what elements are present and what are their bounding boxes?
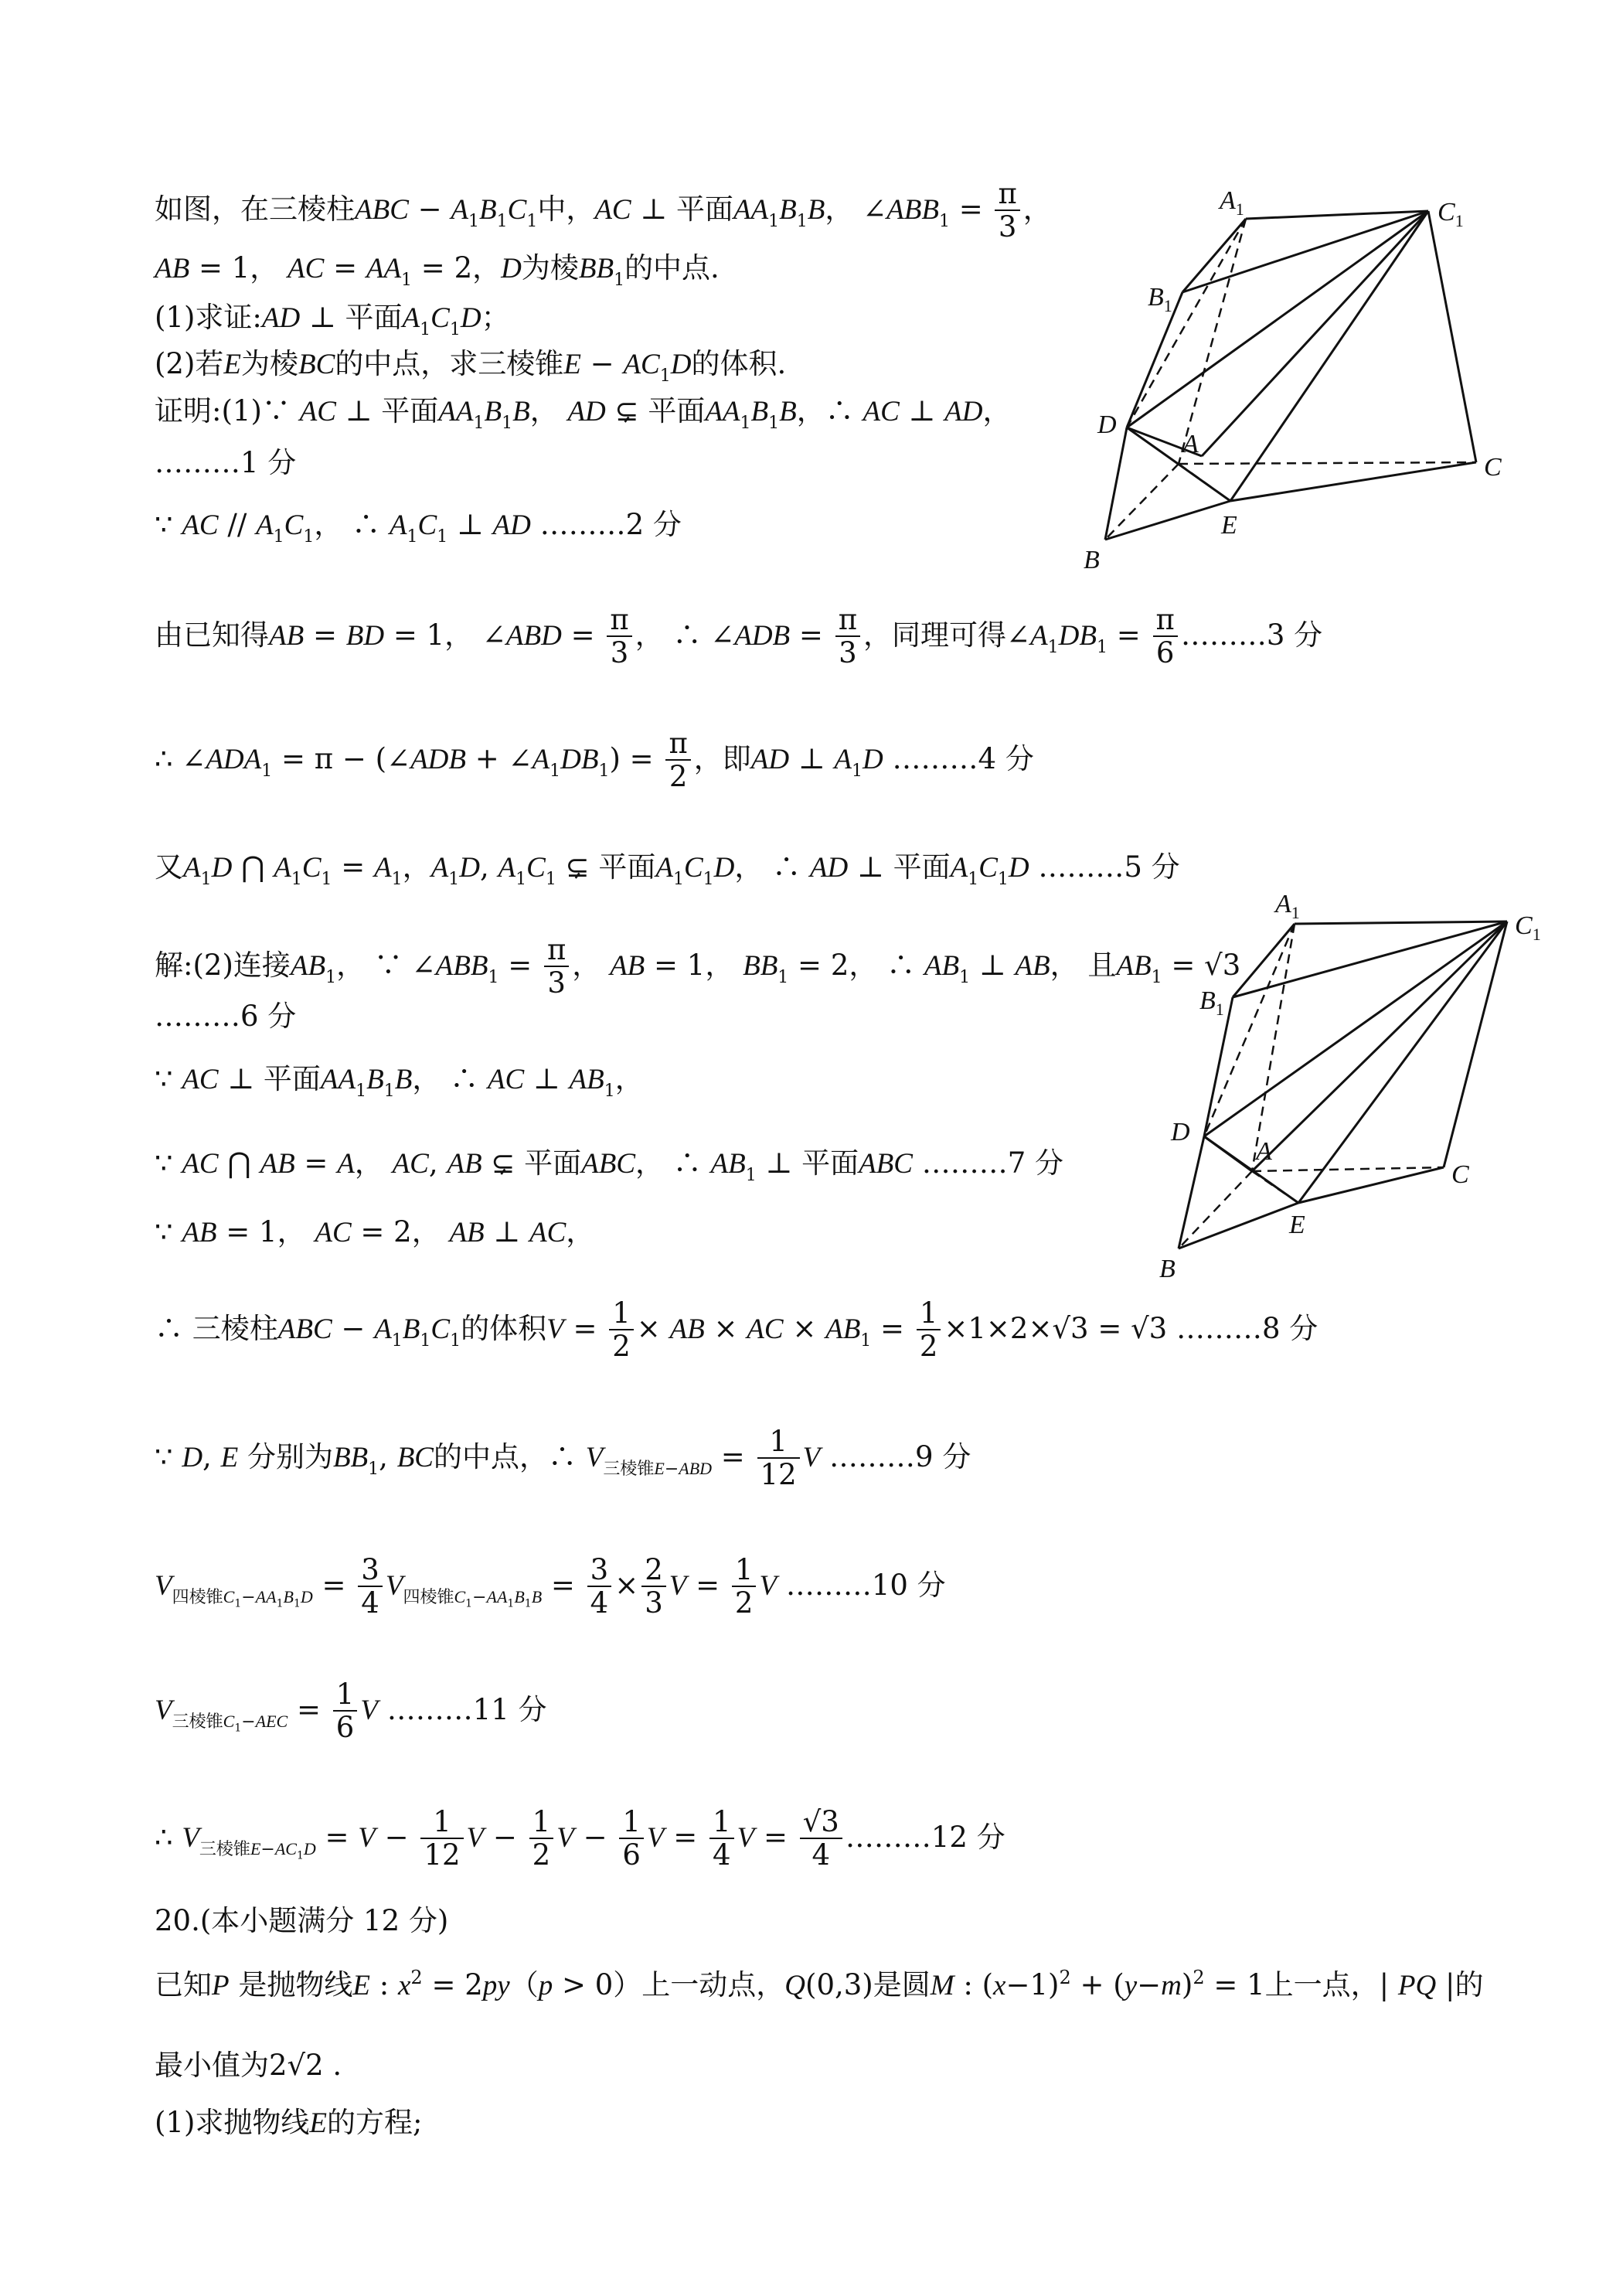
solution-line-3: ∵ AC ⋂ AB = A， AC, AB ⊊ 平面ABC， ∴ $AB_1$ ⊥ 平面ABC ………7 分 xyxy=(155,1146,1064,1185)
label-D: D xyxy=(1097,410,1117,439)
label-A1: $A_1$ xyxy=(1275,890,1300,922)
label-C: C xyxy=(1451,1160,1469,1189)
label-D: D xyxy=(1171,1118,1190,1146)
proof-line-4: ∴ $\angle ADA_1 = \pi$ − (∠ADB + $\angle A_1DB_1$) = $\frac{\pi}{2}$ ，即AD ⊥ $A_1D$ ………4 分 xyxy=(155,727,1034,793)
label-B1: $B_1$ xyxy=(1199,986,1224,1019)
label-A: A xyxy=(1256,1137,1272,1166)
label-E: E xyxy=(1289,1211,1305,1239)
question-1: (1)求证:AD ⊥ 平面$A_1C_1D$； xyxy=(155,301,510,339)
score-6: ………6 分 xyxy=(155,1000,297,1033)
label-A1: $A_1$ xyxy=(1220,186,1244,219)
problem-20-stem-line-2: 最小值为2√2 . xyxy=(155,2049,342,2082)
label-B: B xyxy=(1084,546,1100,574)
label-C1: $C_1$ xyxy=(1515,911,1541,944)
prism-figure-1 xyxy=(1067,178,1502,588)
problem-20-stem-line-1: 已知P 是抛物线E : $x^2 = 2py(p > 0)$上一动点，Q(0,3)是圆M : $(x-1)^2 + (y-m)^2 = 1$上一点，| PQ |的 xyxy=(155,1967,1484,2001)
label-C: C xyxy=(1484,453,1502,482)
solution-line-8: $V_{三棱锥C_1-AEC}$ = $\frac{1}{6}$ V ………11 分 xyxy=(155,1678,547,1744)
proof-line-1: 证明:(1)∵ AC ⊥ 平面$AA_1B_1B$， AD ⊊ 平面$AA_1B_1B$，∴ AC ⊥ AD， xyxy=(155,394,1012,433)
label-E: E xyxy=(1221,511,1237,540)
prism-figure-2 xyxy=(1159,889,1541,1291)
proof-line-2: ∵ AC // $A_1C_1$， ∴ $A_1C_1$ ⊥ AD ………2 分 xyxy=(155,508,682,547)
score-1: ………1 分 xyxy=(155,446,297,479)
solution-line-4: ∵ AB = 1， AC = 2， AB ⊥ AC， xyxy=(155,1215,595,1248)
label-B: B xyxy=(1159,1255,1176,1283)
solution-line-6: ∵ D, E 分别为$BB_1$, BC的中点，∴ $V_{三棱锥E-ABD}$ = $\frac{1}{12}$ V ………9 分 xyxy=(155,1425,971,1491)
solution-line-2: ∵ AC ⊥ 平面$AA_1B_1B$， ∴ AC ⊥ $AB_1$， xyxy=(155,1062,644,1101)
solution-line-7: $V_{四棱锥C_1-AA_1B_1D}$ = $\frac{3}{4}$ $V_{四棱锥C_1-AA_1B_1B}$ = $\frac{3}{4}$ × $\frac{2}{3}$ V = $\frac{1}{2}$ V ………10 分 xyxy=(155,1553,946,1620)
problem-stem-line-1: 如图，在三棱柱ABC − $A_1B_1C_1$中，AC ⊥ 平面$AA_1B_1B$， $\angle ABB_1$ = $\frac{\pi}{3}$ ， xyxy=(155,177,1052,244)
solution-line-1: 解:(2)连接$AB_1$， ∵ $\angle ABB_1$ = $\frac{\pi}{3}$ ， AB = 1， $BB_1 = 2$， ∴ $AB_1$ ⊥ AB， 且$AB_1 = √3$ xyxy=(155,933,1241,1000)
problem-stem-line-2: AB = 1， AC = $AA_1 = 2$，D为棱$BB_1$的中点. xyxy=(155,251,720,290)
label-C1: $C_1$ xyxy=(1438,198,1464,230)
solution-line-9: ∴ $V_{三棱锥E-AC_1D} = V$ − $\frac{1}{12}$ V − $\frac{1}{2}$ V − $\frac{1}{6}$ V = $\frac{1}{4}$ V = $\frac{√3}{4}$ ………12 分 xyxy=(155,1805,1005,1872)
proof-line-5: 又$A_1D$ ⋂ $A_1C_1 = A_1$，$A_1D$, $A_1C_1$ ⊊ 平面$A_1C_1D$， ∴ AD ⊥ 平面$A_1C_1D$ ………5 分 xyxy=(155,850,1180,889)
label-A: A xyxy=(1182,430,1199,458)
proof-line-3: 由已知得AB = BD = 1， ∠ABD = $\frac{\pi}{3}$ ， ∴ ∠ADB = $\frac{\pi}{3}$ ，同理可得$\angle A_1DB_1$ = $\frac{\pi}{6}$ ………3 分 xyxy=(155,603,1323,669)
stem-text: 如图，在三棱柱 xyxy=(155,192,355,227)
label-B1: $B_1$ xyxy=(1148,283,1172,315)
solution-line-5: ∴ 三棱柱ABC − $A_1B_1C_1$的体积V = $\frac{1}{2}$ × AB × AC × $AB_1$ = $\frac{1}{2}$ ×1×2×√3 = √3 ………8 分 xyxy=(155,1296,1318,1363)
problem-20-question-1: (1)求抛物线E的方程; xyxy=(155,2106,423,2139)
question-2: (2)若E为棱BC的中点，求三棱锥$E - AC_1D$的体积. xyxy=(155,347,787,386)
problem-20-header: 20.(本小题满分 12 分) xyxy=(155,1904,449,1937)
